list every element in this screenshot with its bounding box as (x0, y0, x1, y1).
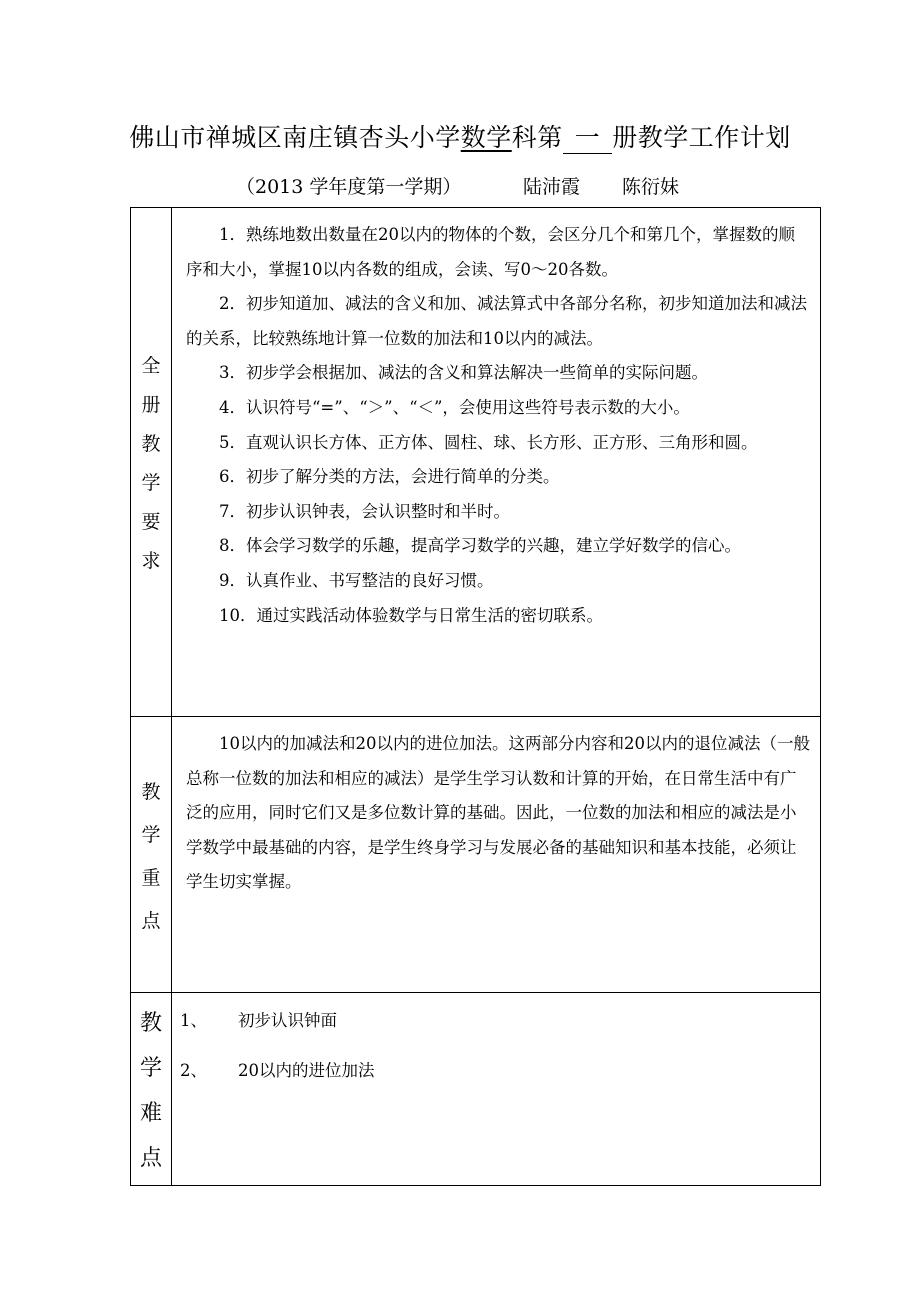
key-points-label (131, 777, 171, 933)
teacher-name-1: 陆沛霞 (523, 176, 581, 198)
difficulty-item (180, 1007, 810, 1057)
label-char: 要 (141, 511, 161, 533)
requirement-item: 2．初步知道加、减法的含义和加、减法算式中各部分名称，初步知道加法和减法的关系，比较熟练地计算一位数的加法和10以内的减法。 (186, 294, 807, 348)
difficulty-item (180, 1057, 810, 1107)
label-char: 教 (139, 1011, 162, 1036)
label-char: 点 (141, 909, 161, 932)
requirement-item: 3．初步学会根据加、减法的含义和算法解决一些简单的实际问题。 (219, 363, 708, 383)
requirement-item: 9．认真作业、书写整洁的良好习惯。 (219, 570, 494, 590)
requirements-label (131, 351, 171, 573)
requirement-item: 7．初步认识钟表，会认识整时和半时。 (219, 501, 510, 521)
label-char: 教 (141, 433, 161, 455)
label-char: 册 (141, 394, 161, 416)
label-char: 难 (139, 1101, 162, 1126)
difficulty-text: 初步认识钟面 (238, 1011, 337, 1030)
requirement-item: 4．认识符号“=”、“＞”、“＜”，会使用这些符号表示数的大小。 (219, 397, 690, 417)
label-char: 全 (141, 355, 161, 377)
title-suffix: 册教学工作计划 (612, 123, 791, 152)
label-char: 学 (139, 1056, 162, 1081)
difficulties-content (172, 993, 821, 1186)
difficulties-row (131, 993, 821, 1186)
title-middle: 科第 (511, 123, 563, 152)
difficulty-number: 1、 (180, 1011, 207, 1030)
title-subject: 数学 (460, 123, 512, 152)
teacher-name-2: 陈衍妹 (622, 176, 680, 198)
difficulties-label (131, 1006, 171, 1172)
difficulty-number: 2、 (180, 1061, 207, 1080)
requirement-item: 5．直观认识长方体、正方体、圆柱、球、长方形、正方形、三角形和圆。 (219, 432, 758, 452)
requirement-item: 8．体会学习数学的乐趣，提高学习数学的兴趣，建立学好数学的信心。 (219, 536, 741, 556)
difficulty-text: 20以内的进位加法 (238, 1061, 375, 1080)
requirements-row (131, 208, 821, 717)
label-char: 教 (141, 780, 161, 803)
label-char: 重 (141, 866, 161, 889)
label-char: 学 (141, 823, 161, 846)
requirement-item: 10．通过实践活动体验数学与日常生活的密切联系。 (219, 605, 603, 625)
key-points-label-cell (131, 717, 172, 993)
difficulties-label-cell (131, 993, 172, 1186)
school-term: （2013 学年度第一学期） (236, 176, 462, 198)
label-char: 点 (139, 1146, 162, 1171)
plan-table (130, 207, 821, 1186)
title-volume: 一 (563, 123, 613, 154)
key-points-row (131, 717, 821, 993)
document-title (0, 118, 920, 154)
label-char: 学 (141, 472, 161, 494)
requirements-label-cell (131, 208, 172, 717)
requirement-item: 6．初步了解分类的方法，会进行简单的分类。 (219, 467, 560, 487)
key-points-text: 10以内的加减法和20以内的进位加法。这两部分内容和20以内的退位减法（一般总称一位数的加法和相应的减法）是学生学习认数和计算的开始，在日常生活中有广泛的应用，同时它们又是多位数计算的基础。因此，一位数的加法和相应的减法是小学数学中最基础的内容，是学生终身学习与发展必备的基础知识和基本技能，必须让学生切实掌握。 (186, 734, 810, 892)
label-char: 求 (141, 550, 161, 572)
requirements-content (172, 208, 821, 717)
key-points-content (172, 717, 821, 993)
requirement-item: 1．熟练地数出数量在20以内的物体的个数，会区分几个和第几个，掌握数的顺序和大小，掌握10以内各数的组成，会读、写0～20各数。 (186, 225, 795, 279)
title-prefix: 佛山市禅城区南庄镇杏头小学 (129, 123, 461, 152)
